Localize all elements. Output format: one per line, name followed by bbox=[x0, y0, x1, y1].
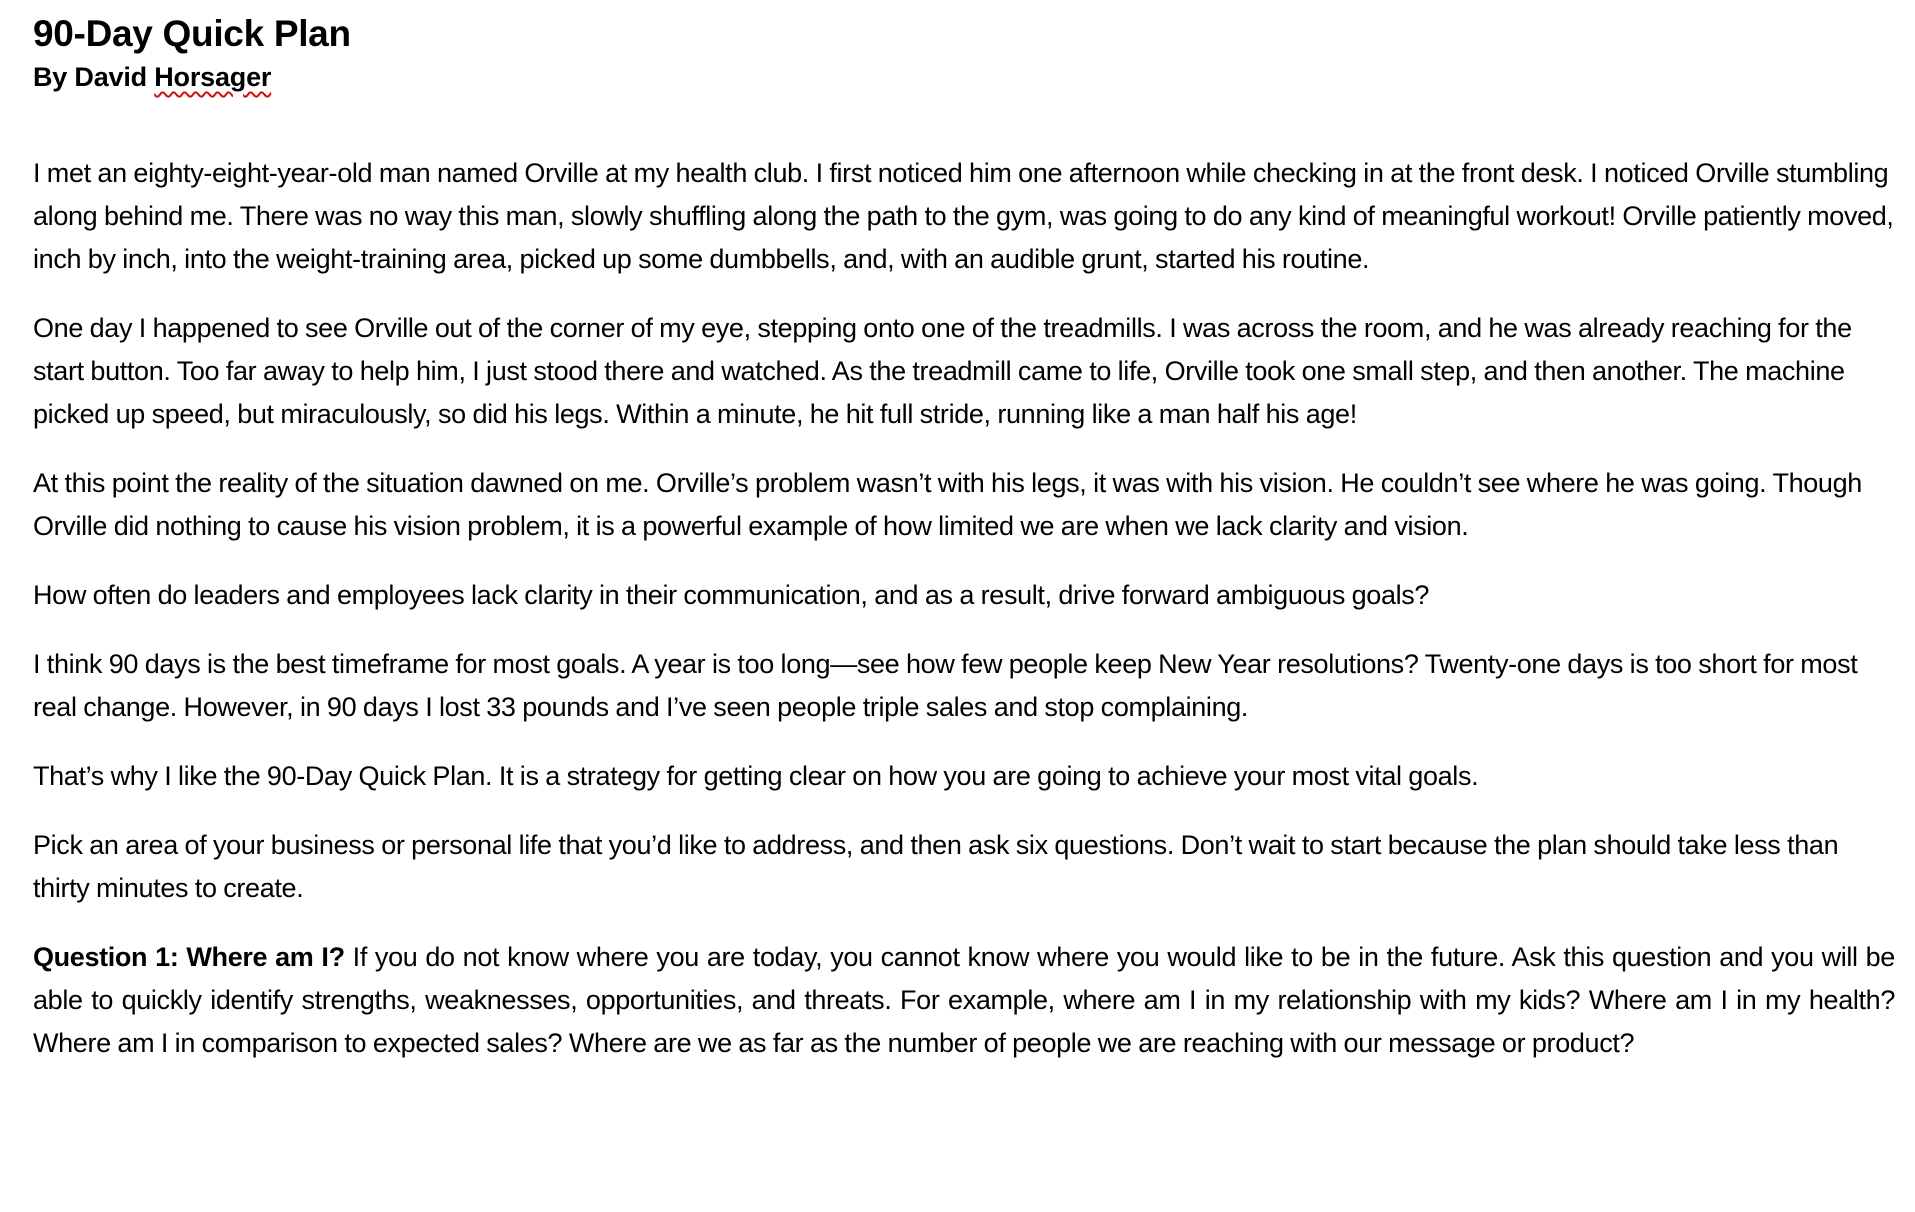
paragraph-clarity-question: How often do leaders and employees lack clarity in their communication, and as a result, drive forward ambiguous goals? bbox=[33, 580, 1430, 610]
document-title: 90-Day Quick Plan bbox=[33, 13, 351, 54]
question-1-text: If you do not know where you are today, you cannot know where you would like to be in the future. Ask this question and you will be able to quickly identify strengths, weaknesses, opportunities, and threats. For example, where am I in my relationship with my kids? Where am I in my health? Where am I in comparison to expected sales? Where are we as far as the number of people we are reaching with our message or product? bbox=[33, 942, 1895, 1058]
paragraph-six-questions: Pick an area of your business or personal life that you’d like to address, and then ask six questions. Don’t wait to start because the plan should take less than thirty minutes to create. bbox=[33, 830, 1839, 903]
document-body bbox=[33, 152, 1895, 1065]
paragraph-treadmill: One day I happened to see Orville out of the corner of my eye, stepping onto one of the treadmills. I was across the room, and he was already reaching for the start button. Too far away to help him, I just stood there and watched. As the treadmill came to life, Orville took one small step, and then another. The machine picked up speed, but miraculously, so did his legs. Within a minute, he hit full stride, running like a man half his age! bbox=[33, 313, 1852, 429]
paragraph-orville-intro: I met an eighty-eight-year-old man named Orville at my health club. I first noticed him one afternoon while checking in at the front desk. I noticed Orville stumbling along behind me. There was no way this man, slowly shuffling along the path to the gym, was going to do any kind of meaningful workout! Orville patiently moved, inch by inch, into the weight-training area, picked up some dumbbells, and, with an audible grunt, started his routine. bbox=[33, 158, 1894, 274]
document-page bbox=[33, 12, 1895, 1091]
author-byline bbox=[33, 60, 1895, 94]
paragraph-vision: At this point the reality of the situation dawned on me. Orville’s problem wasn’t with his legs, it was with his vision. He couldn’t see where he was going. Though Orville did nothing to cause his vision problem, it is a powerful example of how limited we are when we lack clarity and vision. bbox=[33, 468, 1862, 541]
paragraph-90-days: I think 90 days is the best timeframe for most goals. A year is too long—see how few people keep New Year resolutions? Twenty-one days is too short for most real change. However, in 90 days I lost 33 pounds and I’ve seen people triple sales and stop complaining. bbox=[33, 649, 1858, 722]
question-1-label: Question 1: Where am I? bbox=[33, 942, 345, 972]
paragraph-quick-plan: That’s why I like the 90-Day Quick Plan. It is a strategy for getting clear on how you are going to achieve your most vital goals. bbox=[33, 761, 1479, 791]
paragraph-question-1 bbox=[33, 936, 1895, 1065]
author-name: Horsager bbox=[154, 62, 272, 92]
byline-prefix: By David bbox=[33, 62, 155, 92]
